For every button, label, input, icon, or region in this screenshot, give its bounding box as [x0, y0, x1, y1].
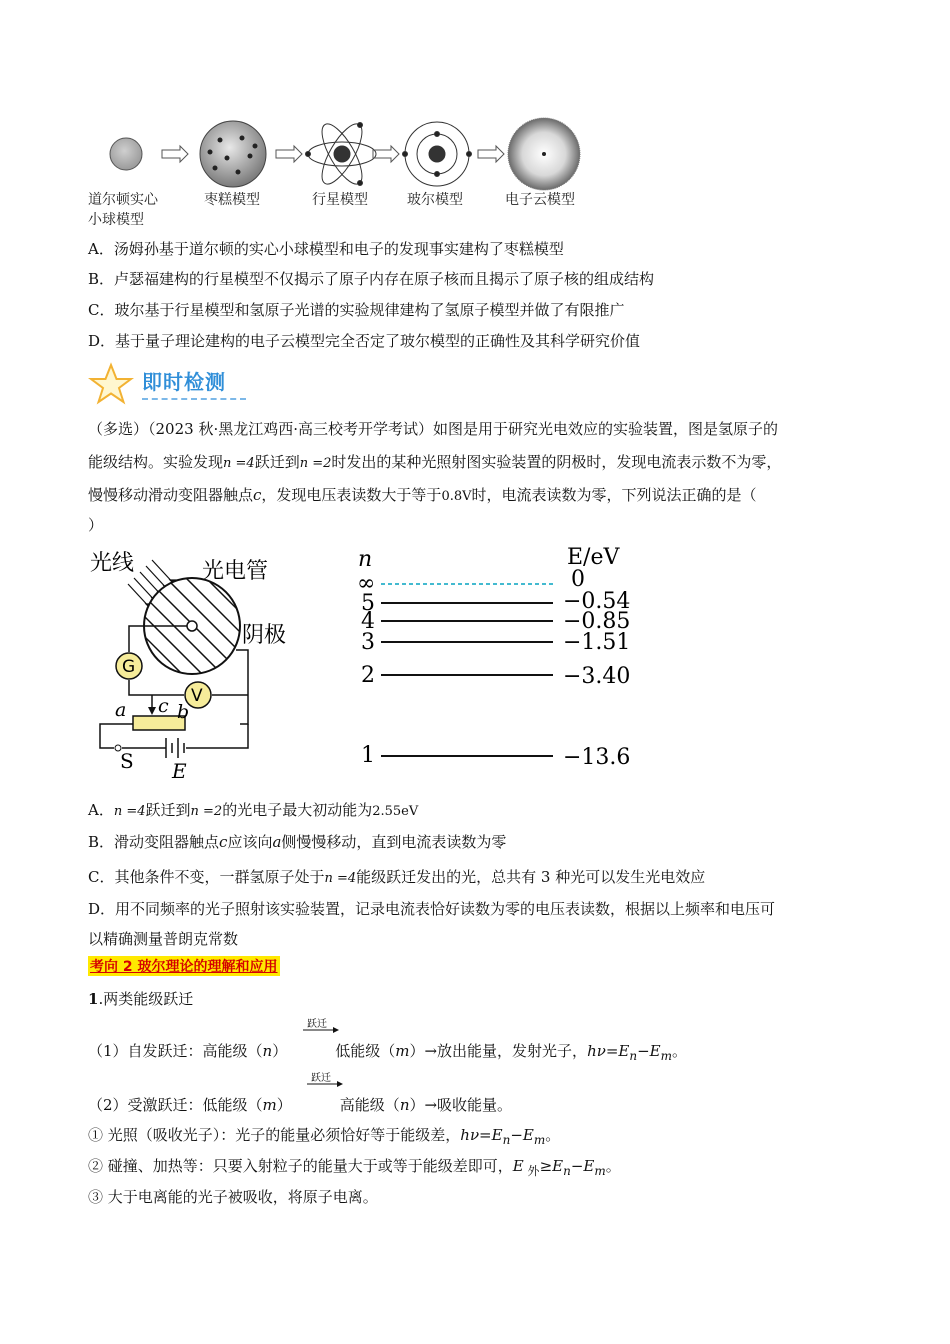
level-e-1: −13.6 [563, 745, 631, 770]
subscript: n [563, 1164, 571, 1178]
q2-line-1: （多选）（2023 秋·黑龙江鸡西·高三校考开学考试）如图是用于研究光电效应的实验装置，图是氢原子的 [88, 420, 778, 438]
level-n-inf: ∞ [357, 571, 376, 596]
stimulated-transition [88, 1094, 512, 1115]
text: （1）自发跃迁：高能级（ [88, 1042, 263, 1060]
condition-1 [88, 1124, 560, 1147]
atomic-models-figure [80, 110, 600, 230]
transition-arrow-label: 跃迁 [311, 1073, 331, 1084]
subscript: m [533, 1133, 546, 1147]
q2-option-c [88, 866, 705, 887]
arrow-icon [373, 146, 399, 162]
q2-text: 能级结构。实验发现 [88, 453, 224, 471]
variable-n: n [262, 1042, 273, 1060]
formula: hν=E [587, 1042, 630, 1060]
model-label-planetary: 行星模型 [312, 192, 368, 208]
level-e-4: −0.85 [563, 609, 631, 634]
formula: ≥E [539, 1157, 564, 1175]
text: ① 光照（吸收光子）：光子的能量必须恰好等于能级差， [88, 1126, 461, 1144]
q1-option-d: D．基于量子理论建构的电子云模型完全否定了玻尔模型的正确性及其科学研究价值 [88, 332, 641, 350]
level-e-5: −0.54 [563, 589, 631, 614]
q2-text: 时，电流表读数为零，下列说法正确的是（ [471, 486, 757, 504]
q2-line-3 [88, 484, 757, 505]
formula-n4: n =4 [113, 804, 146, 819]
item-number: 1 [88, 990, 99, 1008]
formula: −E [570, 1157, 595, 1175]
formula: −E [637, 1042, 661, 1060]
option-text: B．滑动变阻器触点 [88, 833, 220, 851]
q2-option-b [88, 831, 506, 852]
level-e-inf: 0 [571, 567, 585, 592]
level-n-5: 5 [361, 591, 375, 616]
formula: −E [510, 1126, 534, 1144]
variable-m: m [395, 1042, 410, 1060]
arrow-icon [478, 146, 504, 162]
text: 。 [672, 1042, 688, 1060]
formula: E [512, 1157, 524, 1175]
text: 低能级（ [335, 1042, 396, 1060]
level-e-2: −3.40 [563, 664, 631, 689]
formula-n2: n =2 [299, 456, 332, 471]
q1-option-c: C．玻尔基于行星模型和氢原子光谱的实验规律建构了氢原子模型并做了有限推广 [88, 301, 625, 319]
q2-option-d-line1: D．用不同频率的光子照射该实验装置，记录电流表恰好读数为零的电压表读数，根据以上频率和电压可 [88, 900, 776, 918]
section-heading [88, 362, 248, 404]
condition-2 [88, 1155, 621, 1179]
label-s: S [120, 749, 134, 773]
bohr-model-icon [403, 122, 472, 186]
q1-option-a: A．汤姆孙基于道尔顿的实心小球模型和电子的发现事实建构了枣糕模型 [88, 240, 564, 258]
variable-n: n [399, 1096, 410, 1114]
q2-text: ，发现电压表读数大于等于 [261, 486, 442, 504]
option-text: 的光电子最大初动能为 [222, 801, 373, 819]
electron-cloud-model-icon [508, 118, 580, 190]
photoelectric-circuit-diagram [88, 540, 318, 785]
subscript: m [594, 1164, 606, 1178]
plum-pudding-model-icon [200, 121, 266, 187]
heading-underline [142, 398, 246, 400]
variable-c: c [253, 486, 262, 504]
text: ② 碰撞、加热等：只要入射粒子的能量大于或等于能级差即可， [88, 1157, 513, 1175]
option-text: 跃迁到 [145, 801, 191, 819]
q2-text: 跃迁到 [254, 453, 300, 471]
text: 。 [605, 1157, 621, 1175]
level-n-4: 4 [361, 609, 375, 634]
model-label-bohr: 玻尔模型 [407, 192, 463, 208]
subscript: 外 [523, 1164, 540, 1178]
option-text: C．其他条件不变，一群氢原子处于 [88, 868, 325, 886]
energy-level-diagram [345, 540, 645, 780]
text: ）→吸收能量。 [409, 1096, 513, 1114]
level-n-2: 2 [361, 663, 375, 688]
subscript: n [629, 1049, 638, 1063]
q2-line-2 [88, 451, 781, 472]
text: 。 [545, 1126, 561, 1144]
label-phototube: 光电管 [202, 559, 269, 584]
solid-ball-model-icon [110, 138, 142, 170]
variable-m: m [262, 1096, 277, 1114]
label-n-axis: n [358, 547, 373, 572]
formula-n4: n =4 [223, 456, 255, 471]
condition-3: ③ 大于电离能的光子被吸收，将原子电离。 [88, 1188, 378, 1206]
q2-text: 时发出的某种光照射图实验装置的阴极时，发现电流表示数不为零， [331, 453, 782, 471]
item-1 [88, 988, 193, 1009]
label-a: a [115, 699, 127, 721]
star-icon [88, 362, 134, 406]
text: ）→放出能量，发射光子， [409, 1042, 588, 1060]
planetary-model-icon [306, 119, 377, 190]
model-label-plum-pudding: 枣糕模型 [204, 192, 260, 208]
label-e: E [172, 759, 187, 783]
transition-arrow-icon [307, 1080, 343, 1088]
item-text: .两类能级跃迁 [98, 990, 194, 1008]
text: ） [272, 1042, 288, 1060]
label-energy-axis: E/eV [567, 545, 620, 570]
spontaneous-transition [88, 1040, 687, 1063]
option-text: 能级跃迁发出的光，总共有 3 种光可以发生光电效应 [356, 868, 706, 886]
level-n-1: 1 [361, 743, 375, 768]
q2-option-a [88, 799, 418, 820]
q1-option-b: B．卢瑟福建构的行星模型不仅揭示了原子内存在原子核而且揭示了原子核的组成结构 [88, 270, 655, 288]
text: ） [276, 1096, 292, 1114]
anode-icon [187, 621, 197, 631]
slider-contact-icon [148, 707, 156, 715]
text: （2）受激跃迁：低能级（ [88, 1096, 263, 1114]
transition-arrow-icon [303, 1026, 339, 1034]
variable-a: a [272, 833, 282, 851]
arrow-icon [162, 146, 188, 162]
formula-n4: n =4 [324, 871, 357, 886]
option-text: 侧慢慢移动，直到电流表读数为零 [281, 833, 507, 851]
option-text: A． [88, 801, 114, 819]
subscript: n [502, 1133, 511, 1147]
label-v: V [191, 686, 203, 706]
transition-arrow-label: 跃迁 [307, 1019, 327, 1030]
label-c: c [158, 695, 169, 717]
arrow-icon [276, 146, 302, 162]
q2-text: 慢慢移动滑动变阻器触点 [88, 486, 254, 504]
option-text: 应该向 [227, 833, 273, 851]
label-cathode: 阴极 [242, 623, 287, 648]
label-b: b [177, 701, 190, 723]
subscript: m [660, 1049, 673, 1063]
model-label-electron-cloud: 电子云模型 [505, 192, 575, 208]
variable-c: c [219, 833, 228, 851]
model-label-dalton-2: 小球模型 [88, 212, 144, 228]
model-label-dalton-1: 道尔顿实心 [88, 192, 158, 208]
q2-line-4: ） [88, 516, 104, 534]
text: 高能级（ [339, 1096, 400, 1114]
energy-value: 2.55eV [372, 804, 419, 819]
formula: hν=E [460, 1126, 503, 1144]
heading-text: 即时检测 [142, 370, 226, 394]
label-light: 光线 [90, 551, 135, 576]
label-g: G [122, 657, 136, 677]
q2-option-d-line2: 以精确测量普朗克常数 [88, 930, 239, 948]
level-e-3: −1.51 [563, 630, 631, 655]
level-n-3: 3 [361, 630, 375, 655]
voltage-value: 0.8V [441, 489, 472, 504]
section-title: 考向 2 玻尔理论的理解和应用 [88, 956, 280, 976]
formula-n2: n =2 [190, 804, 223, 819]
